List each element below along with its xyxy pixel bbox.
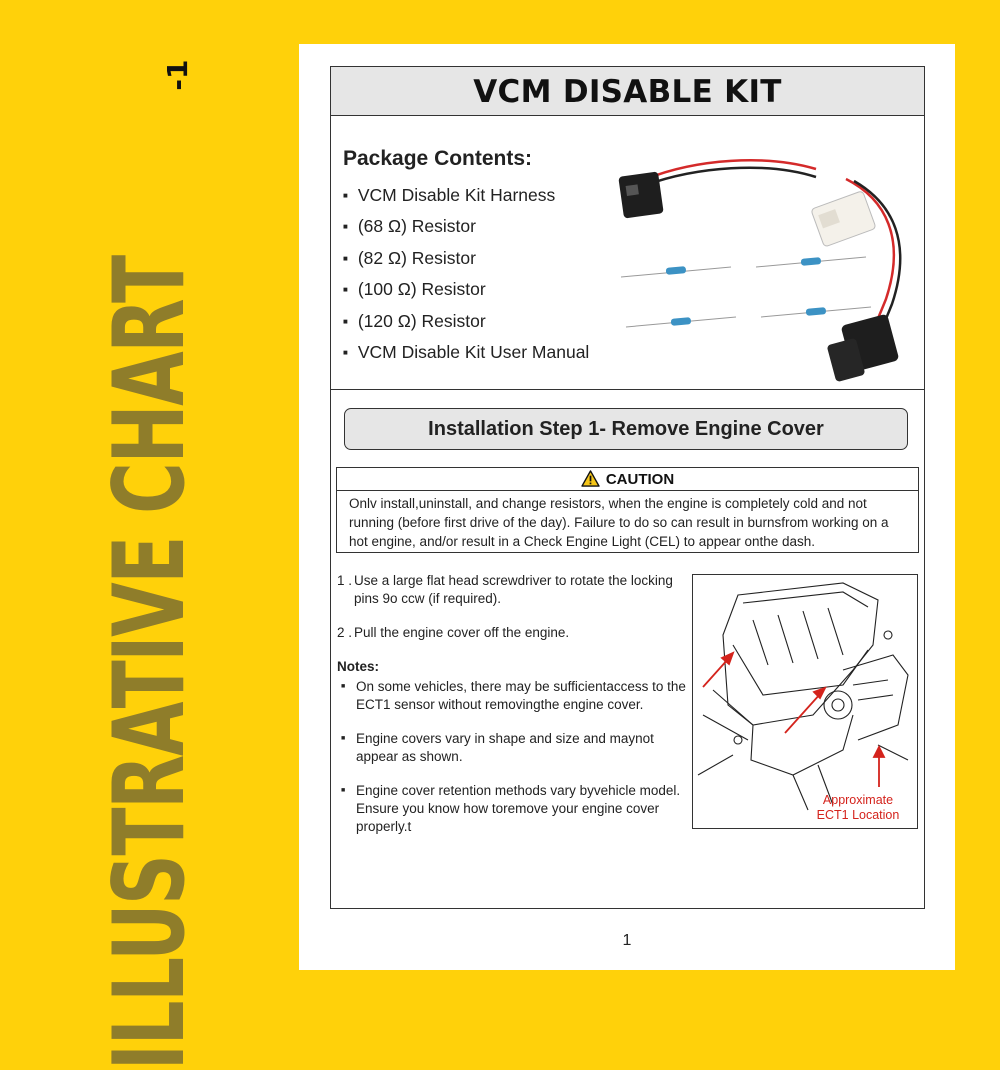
side-title-text: ILLUSTRATIVE CHART [93, 256, 207, 1070]
caution-label: CAUTION [605, 471, 675, 488]
page-frame [330, 66, 925, 909]
instructions [337, 572, 687, 852]
list-item: ■ VCM Disable Kit Harness [343, 180, 589, 211]
notes-heading: Notes: [337, 659, 380, 674]
manual-page [299, 44, 955, 970]
side-banner [0, 0, 300, 1070]
notes-list [337, 678, 687, 836]
list-item: ■ VCM Disable Kit User Manual [343, 337, 589, 368]
list-item: ■ (100 Ω) Resistor [343, 274, 589, 305]
step-heading: Installation Step 1- Remove Engine Cover [344, 408, 908, 450]
resistor [621, 266, 731, 277]
caution-header [337, 468, 918, 491]
section-divider [331, 389, 924, 390]
list-item: ■ (120 Ω) Resistor [343, 306, 589, 337]
engine-line-drawing [693, 575, 917, 828]
engine-diagram [692, 574, 918, 829]
list-item: ■ (82 Ω) Resistor [343, 243, 589, 274]
note-item: ■ Engine covers vary in shape and size and maynot appear as shown. [337, 730, 687, 766]
ect1-label-line2: ECT1 Location [816, 808, 900, 822]
package-contents-list [343, 180, 589, 368]
note-item: ■ On some vehicles, there may be sufficientaccess to the ECT1 sensor without removingthe engine cover. [337, 678, 687, 714]
page-number: 1 [622, 932, 632, 949]
step-text: Pull the engine cover off the engine. [354, 625, 570, 640]
warning-triangle-icon [581, 470, 600, 487]
ect1-location-label [803, 793, 913, 823]
resistor [756, 257, 866, 267]
caution-text: Onlv install,uninstall, and change resistors, when the engine is completely cold and not running (before first drive of the day). Failure to do so can result in burnsfrom working on a hot engine, and/or result in a Check Engine Light (CEL) to appear onthe dash. [349, 496, 889, 549]
resistor [761, 307, 871, 317]
ect1-label-line1: Approximate [822, 793, 894, 807]
list-item: ■ (68 Ω) Resistor [343, 211, 589, 242]
instruction-step [337, 624, 687, 642]
caution-box [336, 467, 919, 553]
side-title [93, 0, 207, 1070]
side-title-suffix: -1 [161, 59, 194, 91]
step-text: Use a large flat head screwdriver to rotate the locking pins 9o ccw (if required). [354, 573, 673, 606]
step-number: 2 . [337, 625, 353, 640]
page-title: VCM DISABLE KIT [331, 67, 924, 116]
harness-and-resistors-image [616, 149, 916, 389]
step-number: 1 . [337, 573, 353, 588]
note-item: ■ Engine cover retention methods vary byvehicle model. Ensure you know how toremove your engine cover properly.t [337, 782, 687, 836]
instruction-step [337, 572, 687, 608]
resistor [626, 317, 736, 327]
package-contents-heading: Package Contents: [343, 147, 533, 170]
